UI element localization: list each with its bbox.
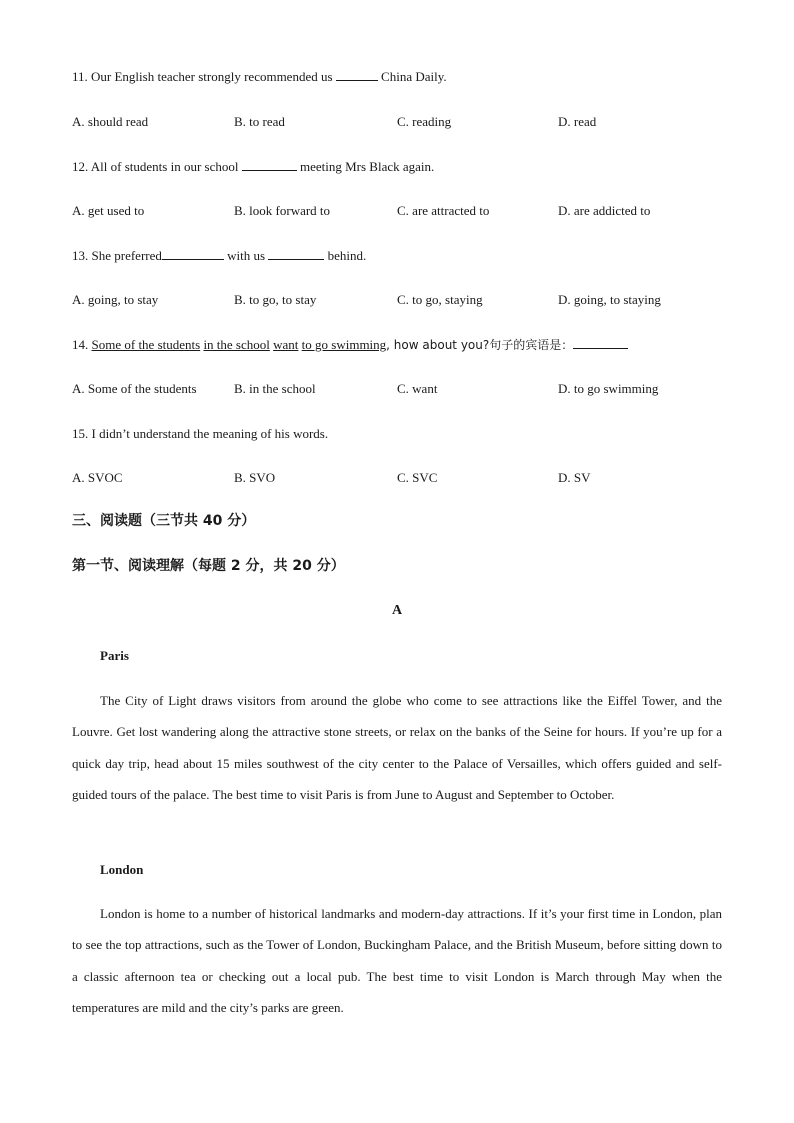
question-13-stem-mid: with us [223, 248, 269, 263]
paris-paragraph: The City of Light draws visitors from around the globe who come to see attractions like the Eiffel Tower, and the Louvre. Get lost wandering along the attractive stone streets, or relax on the banks of the Seine for hours. If you’re up for a quick day trip, head about 15 miles southwest of the city center to the Palace of Versailles, which offers guided and self-guided tours of the palace. The best time to visit Paris is from June to August and September to October. [72, 693, 722, 802]
answer-blank[interactable] [336, 68, 378, 81]
answer-blank[interactable] [573, 336, 628, 349]
question-11-stem: 11. Our English teacher strongly recommended us [72, 69, 336, 84]
part-title: 第一节、阅读理解（每题 2 分，共 20 分） [72, 558, 345, 574]
option-14-d: D. to go swimming [558, 381, 659, 396]
option-12-a: A. get used to [72, 203, 145, 218]
option-15-b: B. SVO [234, 470, 276, 485]
question-13-stem-end: behind. [324, 248, 367, 263]
london-heading: London [100, 862, 144, 877]
option-11-d: D. read [558, 114, 597, 129]
option-15-d: D. SV [558, 470, 591, 485]
option-12-c: C. are attracted to [397, 203, 490, 218]
question-14 [72, 336, 628, 353]
option-11-a: A. should read [72, 114, 149, 129]
question-11-stem-end: China Daily. [377, 69, 447, 84]
underlined-subject: Some of the students [91, 337, 201, 352]
question-12 [72, 158, 434, 175]
answer-blank[interactable] [268, 247, 324, 260]
option-11-b: B. to read [234, 114, 285, 129]
option-13-b: B. to go, to stay [234, 292, 317, 307]
question-14-stem-end: , how about you?句子的宾语是： [386, 338, 574, 352]
london-paragraph: London is home to a number of historical landmarks and modern-day attractions. If it’s your first time in London, plan to see the top attractions, such as the Tower of London, Buckingham Palace, and the British Museum, before sitting down to a classic afternoon tea or checking out a local pub. The best time to visit London is March through May when the temperatures are mild and the city’s parks are green. [72, 906, 722, 1015]
option-14-a: A. Some of the students [72, 381, 197, 396]
question-11 [72, 68, 447, 85]
option-12-b: B. look forward to [234, 203, 331, 218]
paris-heading: Paris [100, 648, 129, 663]
option-15-a: A. SVOC [72, 470, 123, 485]
underlined-verb: want [273, 337, 299, 352]
option-14-b: B. in the school [234, 381, 316, 396]
question-14-number: 14. [72, 337, 92, 352]
answer-blank[interactable] [242, 158, 297, 171]
section-title: 三、阅读题（三节共 40 分） [72, 513, 256, 529]
option-11-c: C. reading [397, 114, 452, 129]
option-14-c: C. want [397, 381, 438, 396]
question-12-stem-end: meeting Mrs Black again. [296, 159, 435, 174]
answer-blank[interactable] [162, 247, 224, 260]
question-13 [72, 247, 366, 264]
option-12-d: D. are addicted to [558, 203, 651, 218]
option-15-c: C. SVC [397, 470, 438, 485]
underlined-attributive: in the school [203, 337, 270, 352]
question-13-stem: 13. She preferred [72, 248, 162, 263]
passage-label: A [391, 603, 403, 618]
question-12-stem: 12. All of students in our school [72, 159, 242, 174]
option-13-a: A. going, to stay [72, 292, 159, 307]
option-13-c: C. to go, staying [397, 292, 483, 307]
question-15: 15. I didn’t understand the meaning of his words. [72, 426, 329, 441]
option-13-d: D. going, to staying [558, 292, 661, 307]
underlined-object: to go swimming [301, 337, 387, 352]
